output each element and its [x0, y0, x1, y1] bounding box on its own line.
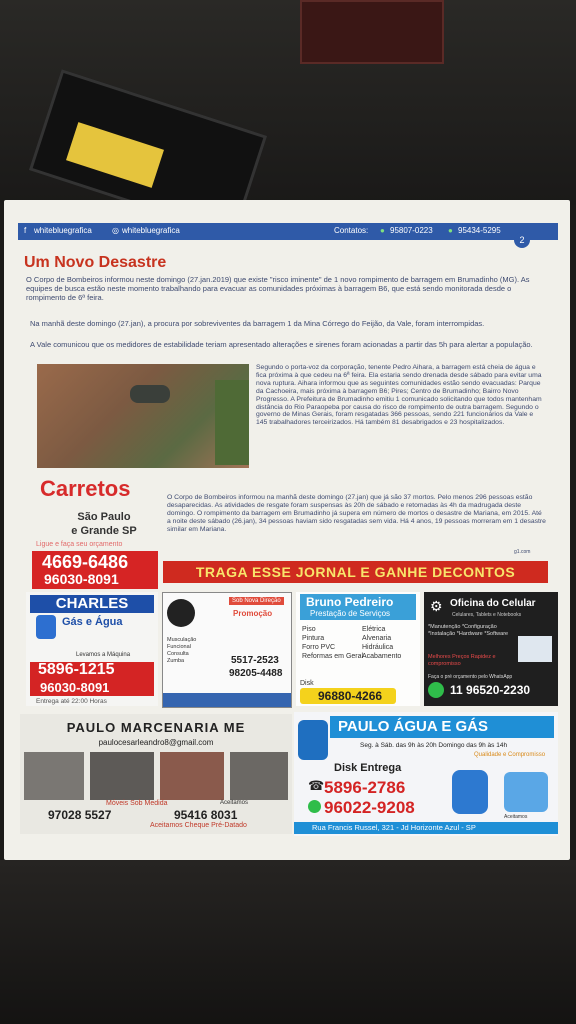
carretos-region	[64, 510, 144, 538]
charles-title: CHARLES	[30, 595, 154, 613]
agua-phone-2: 96022-9208	[324, 798, 415, 817]
region-line-1: São Paulo	[77, 511, 131, 523]
oficina-note: Faça o pré orçamento pelo WhatsApp	[428, 674, 513, 680]
region-line-2: e Grande SP	[71, 525, 137, 537]
bruno-service: Alvenaria	[362, 635, 392, 642]
carretos-phone-box	[32, 551, 158, 589]
bruno-title: Bruno Pedreiro	[306, 595, 394, 609]
bruno-phone: 96880-4266	[318, 689, 383, 703]
floor-background	[0, 860, 576, 1024]
article-paragraph-2: Na manhã deste domingo (27.jan), a procura por sobreviventes da barragem 1 da Mina Córrego do Feijão, da Vale, foram interrompidas.	[30, 319, 485, 328]
marcenaria-email: paulocesarleandro8@gmail.com	[98, 738, 214, 747]
oficina-title: Oficina do Celular	[450, 598, 536, 609]
carretos-ligue: Ligue e faça seu orçamento	[36, 541, 123, 548]
charles-leva: Levamos a Máquina	[76, 652, 131, 658]
helicopter	[130, 385, 170, 403]
agua-gas-ad	[294, 712, 558, 836]
phone-icon: ☎	[308, 778, 325, 793]
whatsapp-icon: ●	[448, 226, 453, 235]
article-paragraph-3: A Vale comunicou que os medidores de estabilidade teriam apresentado alterações e sirenes foram acionadas a partir das 5h para alertar a população.	[30, 340, 533, 349]
agua-disk: Disk Entrega	[334, 762, 402, 774]
charles-phone-1: 5896-1215	[38, 661, 115, 678]
delivery-logo	[298, 720, 328, 760]
contatos-label: Contatos:	[334, 226, 369, 235]
agua-address: Rua Francis Russel, 321 - Jd Horizonte Azul - SP	[312, 823, 476, 832]
bruno-service: Elétrica	[362, 626, 386, 633]
charles-phone-2: 96030-8091	[40, 680, 110, 695]
agua-hours: Seg. à Sáb. das 9h às 20h Domingo das 9h às 14h	[360, 742, 508, 749]
agua-phone-1: 5896-2786	[324, 778, 406, 797]
laptop-icon	[518, 636, 552, 662]
oficina-subtitle: Celulares, Tablets e Notebooks	[452, 612, 522, 618]
header-bar	[18, 223, 558, 240]
red-basket	[300, 0, 444, 64]
bruno-service: Acabamento	[362, 653, 402, 660]
oficina-ad	[424, 592, 558, 706]
article-source: g1.com	[514, 549, 531, 555]
marcenaria-tagline: Móveis Sob Medida	[106, 800, 168, 807]
marcenaria-title: PAULO MARCENARIA ME	[66, 720, 246, 735]
gym-phone-2: 98205-4488	[229, 668, 283, 679]
gym-ad	[162, 592, 292, 708]
social-handle-2: whitebluegrafica	[122, 226, 180, 235]
charles-ad	[26, 592, 158, 706]
bruno-service: Piso	[302, 626, 316, 633]
gym-phone-1: 5517-2523	[231, 655, 279, 666]
furniture-photo	[160, 752, 224, 800]
furniture-photo	[90, 752, 154, 800]
agua-title: PAULO ÁGUA E GÁS	[338, 718, 489, 735]
promo-banner: TRAGA ESSE JORNAL E GANHE DECONTOS	[163, 561, 548, 583]
gas-cylinder-icon	[36, 615, 56, 639]
furniture-photo	[24, 752, 84, 800]
gym-promo: Promoção	[233, 609, 273, 618]
gym-services: Musculação Funcional Consulta Zumba	[167, 637, 197, 664]
oficina-promo: Melhores Preços Rapidez e compromisso	[428, 654, 496, 667]
article-headline: Um Novo Desastre	[24, 254, 167, 271]
instagram-icon: ◎	[112, 226, 119, 235]
page-number: 2	[514, 232, 530, 248]
gym-footer-bar	[163, 693, 291, 707]
charles-subtitle: Gás e Água	[62, 616, 123, 628]
article-right-column: Segundo o porta-voz da corporação, tenente Pedro Aihara, a barragem está cheia de água e fica próxima à que cedeu na 6ª feira. Ela estaria sendo drenada desde sábado para evitar uma nova ruptura. Aihara informou que as seguintes comunidades estão sendo evacuadas: Parque da Cachoeira, mais próxima à barragem B6; Pires; Centro de Brumadinho; Bairro Novo Progresso. A Prefeitura de Brumadinho emitiu 1 comunicado solicitando que todos mantenham distância do Rio Paraopeba por causa do risco de rompimento de outra barragem. Segundo o governo de Minas Gerais, foram resgatadas 366 pessoas, sendo 221 funcionários da Vale e 145 trabalhadores terceirizados. Há também 81 desabrigados e 23 hospitalizados.	[256, 364, 542, 427]
contact-phone-2: 95434-5295	[458, 226, 501, 235]
bruno-services-col1	[302, 625, 363, 661]
bruno-service: Forro PVC	[302, 644, 336, 651]
whatsapp-icon	[428, 682, 444, 698]
bruno-service: Reformas em Geral	[302, 653, 364, 660]
carretos-phone-1: 4669-6486	[42, 552, 129, 572]
marcenaria-accept: Aceitamos	[220, 800, 249, 806]
marcenaria-ad	[20, 714, 292, 834]
carretos-phone-2: 96030-8091	[44, 571, 119, 587]
whatsapp-icon	[308, 800, 321, 813]
marcenaria-phone-2: 95416 8031	[174, 808, 238, 822]
bruno-services-col2	[362, 625, 401, 661]
article-paragraph-1: O Corpo de Bombeiros informou neste domingo (27.jan.2019) que existe "risco iminente" de 1 novo rompimento de barragem em Brumadinho (MG). As equipes de busca estão neste momento trabalhando para evacuar as comunidades próximas à barragem B6, que está sendo monitorada desde o rompimento de 6ª feira.	[26, 275, 530, 302]
gas-cylinder-image	[452, 770, 488, 814]
gear-icon: ⚙	[430, 598, 443, 614]
gym-logo	[167, 599, 195, 627]
whatsapp-icon: ●	[380, 226, 385, 235]
bruno-ad	[296, 592, 420, 706]
water-bottle-image	[504, 772, 548, 812]
marcenaria-phone-1: 97028 5527	[48, 808, 112, 822]
facebook-icon: f	[24, 226, 27, 235]
carretos-title: Carretos	[40, 476, 131, 501]
agua-accept: Aceitamos	[504, 814, 528, 820]
article-bottom-paragraph: O Corpo de Bombeiros informou na manhã deste domingo (27.jan) que já são 37 mortos. Pelo menos 296 pessoas estão desaparecidas. As atividades de resgate foram suspensas às 20h de sábado e retomadas às 4h da madrugada deste domingo. O rompimento da barragem em Brumadinho já supera em número de mortos o desastre de Mariana, em 2015. Até a noite deste sábado (26.jan), 34 pessoas haviam sido resgatadas sem vida. Há 4 anos, 19 pessoas morreram em 1 desastre similar em Mariana.	[167, 494, 546, 533]
furniture-photo	[230, 752, 288, 800]
oficina-services: *Manutenção *Configuração *Instalação *Hardware *Software	[428, 624, 509, 637]
social-handle-1: whitebluegrafica	[34, 226, 92, 235]
oficina-phone: 11 96520-2230	[450, 683, 531, 697]
bruno-disk: Disk	[300, 680, 314, 687]
bruno-subtitle: Prestação de Serviços	[310, 609, 391, 618]
bruno-service: Pintura	[302, 635, 325, 642]
trees	[215, 380, 249, 465]
contact-phone-1: 95807-0223	[390, 226, 433, 235]
charles-hours: Entrega até 22:00 Horas	[36, 698, 107, 705]
marcenaria-footer: Aceitamos Cheque Pré-Datado	[150, 822, 247, 829]
bruno-service: Hidráulica	[362, 644, 394, 651]
gym-tag: Sob Nova Direção	[229, 597, 284, 605]
agua-quality: Qualidade e Compromisso	[474, 752, 546, 758]
